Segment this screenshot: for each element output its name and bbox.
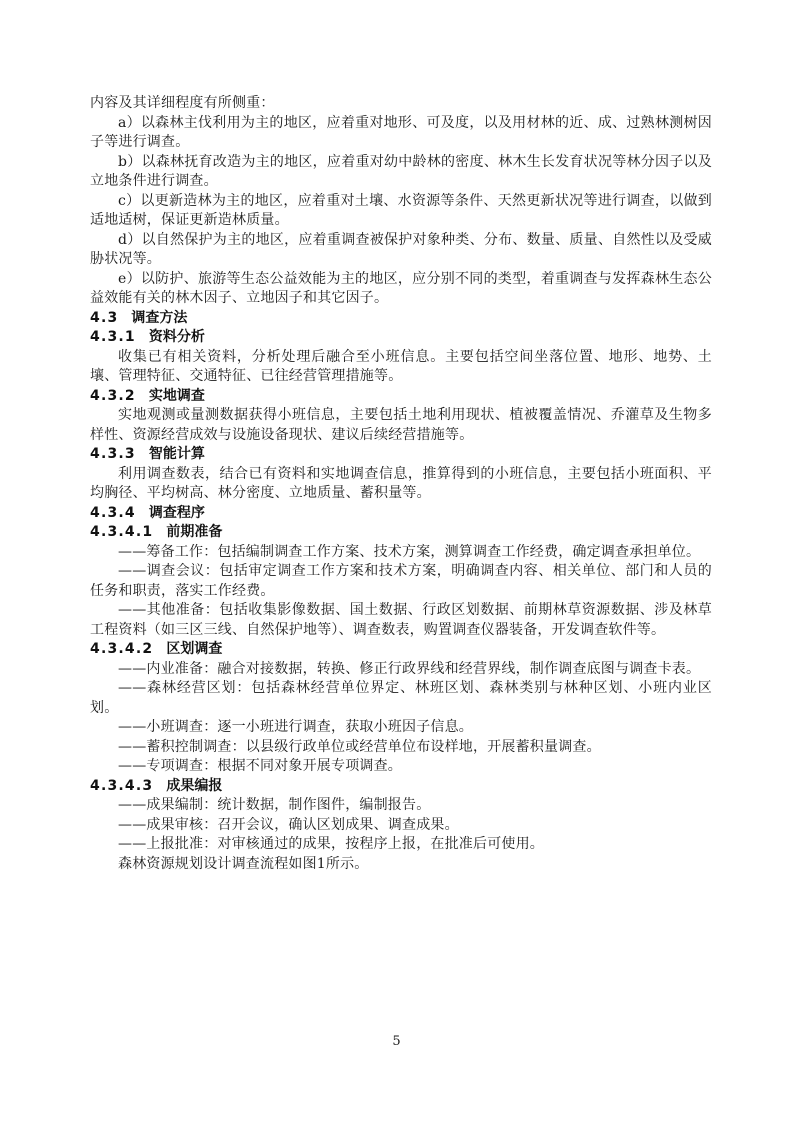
list-item-a: a）以森林主伐利用为主的地区，应着重对地形、可及度，以及用材林的近、成、过熟林测树因子等进行调查。 (90, 114, 712, 150)
heading-number: 4.3.3 (90, 446, 136, 462)
clause-heading-4-3-4-3 (90, 777, 712, 797)
dash-item: ——调查会议：包括审定调查工作方案和技术方案，明确调查内容、相关单位、部门和人员的任务和职责，落实工作经费。 (90, 563, 712, 599)
dash-item: ——内业准备：融合对接数据，转换、修正行政界线和经营界线，制作调查底图与调查卡表。 (118, 660, 701, 677)
heading-title: 区划调查 (166, 641, 223, 657)
heading-title: 实地调查 (148, 387, 205, 404)
dash-item: ——成果编制：统计数据，制作图件，编制报告。 (118, 797, 431, 813)
heading-title: 智能计算 (148, 446, 205, 462)
heading-title: 成果编报 (166, 777, 223, 794)
heading-title: 调查程序 (148, 504, 205, 521)
dash-item: ——上报批准：对审核通过的成果，按程序上报，在批准后可使用。 (118, 836, 544, 852)
dash-item: ——小班调查：逐一小班进行调查，获取小班因子信息。 (118, 719, 473, 735)
heading-title: 前期准备 (166, 524, 223, 540)
page-content (90, 94, 712, 874)
paragraph: 利用调查数表，结合已有资料和实地调查信息，推算得到的小班信息，主要包括小班面积、平均胸径、平均树高、林分密度、立地质量、蓄积量等。 (90, 465, 712, 501)
heading-number: 4.3.4.3 (90, 777, 154, 794)
dash-item: ——森林经营区划：包括森林经营单位界定、林班区划、森林类别与林种区划、小班内业区划。 (90, 680, 712, 716)
clause-heading-4-3 (90, 309, 712, 329)
paragraph-closing: 森林资源规划设计调查流程如图1所示。 (118, 855, 369, 872)
clause-heading-4-3-4 (90, 504, 712, 524)
heading-number: 4.3.1 (90, 329, 136, 345)
list-item-d: d）以自然保护为主的地区，应着重调查被保护对象种类、分布、数量、质量、自然性以及受威胁状况等。 (90, 231, 712, 267)
dash-item: ——成果审核：召开会议，确认区划成果、调查成果。 (118, 816, 459, 833)
dash-item: ——专项调查：根据不同对象开展专项调查。 (118, 758, 402, 774)
clause-heading-4-3-3 (90, 445, 712, 465)
heading-number: 4.3.4.2 (90, 641, 154, 657)
list-item-c: c）以更新造林为主的地区，应着重对土壤、水资源等条件、天然更新状况等进行调查，以做到适地适树，保证更新造林质量。 (90, 192, 712, 228)
page-number: 5 (392, 1034, 401, 1049)
heading-number: 4.3.2 (90, 387, 136, 404)
heading-number: 4.3.4 (90, 504, 136, 521)
heading-title: 调查方法 (131, 309, 188, 326)
paragraph-lead: 内容及其详细程度有所侧重： (90, 95, 275, 111)
clause-heading-4-3-4-1 (90, 523, 712, 543)
list-item-b: b）以森林抚育改造为主的地区，应着重对幼中龄林的密度、林木生长发育状况等林分因子以及立地条件进行调查。 (90, 153, 712, 189)
dash-item: ——筹备工作：包括编制调查工作方案、技术方案，测算调查工作经费，确定调查承担单位。 (118, 543, 701, 560)
clause-heading-4-3-4-2 (90, 640, 712, 660)
list-item-e: e）以防护、旅游等生态公益效能为主的地区，应分别不同的类型，着重调查与发挥森林生态公益效能有关的林木因子、立地因子和其它因子。 (90, 270, 712, 306)
heading-title: 资料分析 (148, 329, 205, 345)
heading-number: 4.3 (90, 309, 119, 326)
clause-heading-4-3-1 (90, 328, 712, 348)
paragraph: 实地观测或量测数据获得小班信息，主要包括土地利用现状、植被覆盖情况、乔灌草及生物多样性、资源经营成效与设施设备现状、建议后续经营措施等。 (90, 407, 712, 443)
paragraph: 收集已有相关资料，分析处理后融合至小班信息。主要包括空间坐落位置、地形、地势、土壤、管理特征、交通特征、已往经营管理措施等。 (90, 348, 712, 384)
heading-number: 4.3.4.1 (90, 524, 154, 540)
dash-item: ——其他准备：包括收集影像数据、国土数据、行政区划数据、前期林草资源数据、涉及林草工程资料（如三区三线、自然保护地等）、调查数表，购置调查仪器装备，开发调查软件等。 (90, 602, 712, 638)
clause-heading-4-3-2 (90, 387, 712, 407)
dash-item: ——蓄积控制调查：以县级行政单位或经营单位布设样地，开展蓄积量调查。 (118, 738, 601, 755)
